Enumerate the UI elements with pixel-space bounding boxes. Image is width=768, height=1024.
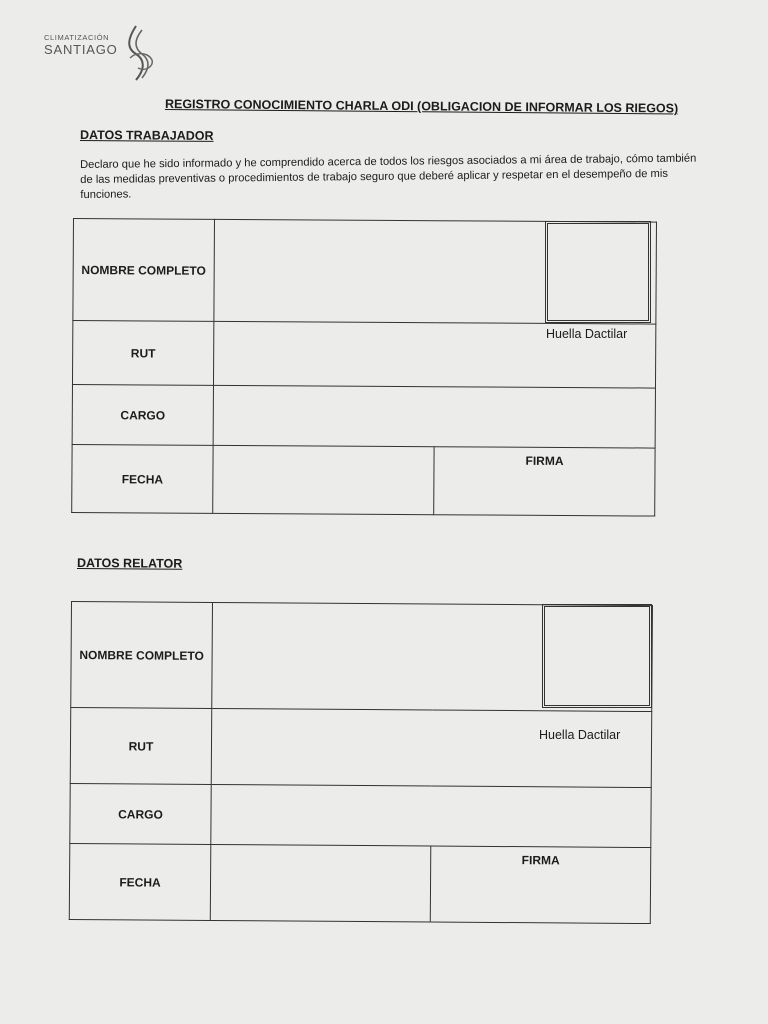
- worker-firma-field[interactable]: [434, 447, 655, 516]
- relator-rut-field[interactable]: [211, 708, 652, 787]
- company-logo: [44, 28, 164, 88]
- worker-firma-label: FIRMA: [525, 453, 564, 469]
- worker-cargo-label: CARGO: [72, 384, 213, 445]
- relator-fecha-label: FECHA: [69, 843, 211, 920]
- relator-cargo-field[interactable]: [211, 784, 651, 847]
- relator-cargo-label: CARGO: [70, 783, 211, 844]
- declaration-text: Declaro que he sido informado y he comprendido acerca de todos los riesgos asociados a mi área de trabajo, cómo también de las medidas preventivas o procedimientos de trabajo seguro que deberé aplicar y respetar en el desempeño de mis funciones.: [80, 152, 697, 201]
- logo-line2: SANTIAGO: [44, 42, 118, 57]
- section-heading-trabajador: DATOS TRABAJADOR: [79, 128, 214, 143]
- relator-rut-label: RUT: [70, 708, 212, 785]
- logo-line1: CLIMATIZACIÓN: [44, 33, 110, 42]
- relator-nombre-label: NOMBRE COMPLETO: [71, 602, 213, 709]
- worker-fecha-field[interactable]: [213, 445, 434, 514]
- section-heading-relator: DATOS RELATOR: [76, 556, 183, 571]
- worker-fingerprint-label: Huella Dactilar: [546, 327, 628, 341]
- logo-swirl-icon: [122, 24, 158, 86]
- relator-fingerprint-label: Huella Dactilar: [539, 728, 621, 742]
- document-title: REGISTRO CONOCIMIENTO CHARLA ODI (OBLIGACION DE INFORMAR LOS RIEGOS): [164, 97, 679, 116]
- relator-fecha-field[interactable]: [210, 844, 431, 922]
- relator-firma-field[interactable]: [430, 846, 651, 924]
- worker-rut-label: RUT: [72, 321, 213, 386]
- relator-firma-label: FIRMA: [521, 853, 560, 868]
- worker-fecha-label: FECHA: [72, 444, 213, 513]
- worker-cargo-field[interactable]: [213, 385, 655, 448]
- worker-fingerprint-box[interactable]: [545, 221, 651, 323]
- worker-nombre-label: NOMBRE COMPLETO: [73, 219, 215, 322]
- relator-fingerprint-box[interactable]: [542, 604, 652, 708]
